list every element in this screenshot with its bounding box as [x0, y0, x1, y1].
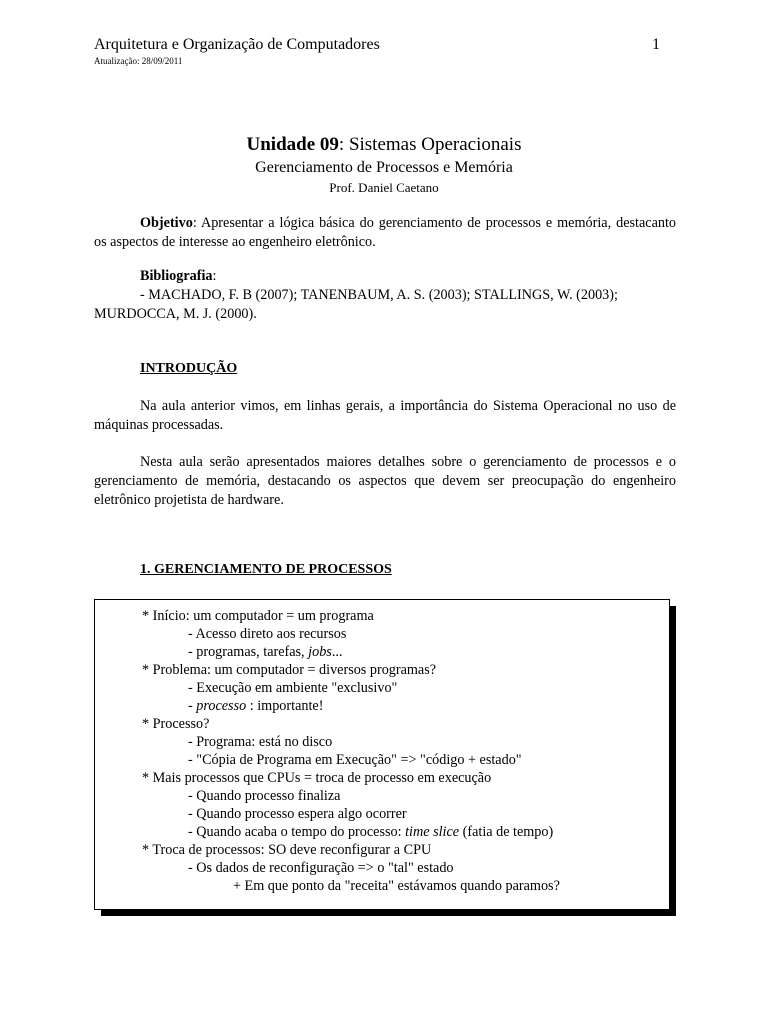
objective-paragraph	[94, 214, 676, 252]
bibliography-colon: :	[212, 268, 217, 284]
box-line: * Processo?	[142, 716, 210, 732]
box-line: - Quando processo finaliza	[188, 788, 341, 804]
author: Prof. Daniel Caetano	[329, 180, 439, 195]
box-line: * Problema: um computador = diversos programas?	[142, 662, 437, 678]
page-number: 1	[652, 36, 660, 53]
bibliography-line-1: - MACHADO, F. B (2007); TANENBAUM, A. S. (2003); STALLINGS, W. (2003);	[140, 287, 618, 303]
box-line: - Execução em ambiente "exclusivo"	[188, 680, 398, 696]
box-line: * Mais processos que CPUs = troca de processo em execução	[142, 770, 492, 786]
box-line: - Programa: está no disco	[188, 734, 333, 750]
bibliography-heading	[94, 267, 676, 286]
box-text: (fatia de tempo)	[459, 824, 554, 840]
bibliography-line-2: MURDOCCA, M. J. (2000).	[94, 306, 257, 322]
outline-box	[94, 599, 670, 910]
box-line: * Início: um computador = um programa	[142, 608, 374, 624]
box-italic: time slice	[405, 824, 460, 840]
box-line: - Os dados de reconfiguração => o "tal" estado	[188, 860, 454, 876]
box-italic: jobs	[308, 644, 332, 660]
section-1-heading: 1. GERENCIAMENTO DE PROCESSOS	[140, 562, 392, 577]
header-title: Arquitetura e Organização de Computadores	[94, 36, 380, 53]
unit-name: Sistemas Operacionais	[348, 134, 522, 155]
intro-paragraph-1: Na aula anterior vimos, em linhas gerais, a importância do Sistema Operacional no uso de máquinas processadas.	[94, 398, 676, 433]
box-text: : importante!	[246, 698, 324, 714]
box-line: + Em que ponto da "receita" estávamos quando paramos?	[233, 878, 560, 894]
box-line	[188, 823, 553, 841]
objective-label: Objetivo	[140, 215, 193, 231]
box-line	[188, 697, 323, 715]
box-line: - Quando processo espera algo ocorrer	[188, 806, 407, 822]
box-text: - Quando acaba o tempo do processo:	[188, 824, 406, 840]
subtitle: Gerenciamento de Processos e Memória	[255, 159, 513, 176]
unit-separator: :	[338, 134, 349, 155]
intro-paragraph-2: Nesta aula serão apresentados maiores detalhes sobre o gerenciamento de processos e o gerenciamento de memória, destacando os aspectos que devem ser preocupação do engenheiro eletrônico projetista de hardware.	[94, 454, 676, 508]
box-line	[188, 643, 342, 661]
bibliography-block	[94, 267, 676, 324]
box-italic: processo	[196, 698, 247, 714]
update-date: Atualização: 28/09/2011	[94, 56, 183, 66]
box-line: - "Cópia de Programa em Execução" => "código + estado"	[188, 752, 522, 768]
box-line: - Acesso direto aos recursos	[188, 626, 347, 642]
box-line: * Troca de processos: SO deve reconfigurar a CPU	[142, 842, 432, 858]
box-text: - programas, tarefas,	[188, 644, 309, 660]
box-text: -	[188, 698, 197, 714]
unit-label: Unidade 09	[246, 134, 339, 155]
unit-title	[0, 134, 768, 156]
intro-heading: INTRODUÇÃO	[140, 361, 238, 376]
box-text: ...	[331, 644, 343, 660]
bibliography-label: Bibliografia	[140, 268, 213, 284]
objective-text: : Apresentar a lógica básica do gerenciamento de processos e memória, destacanto os aspectos de interesse ao engenheiro eletrônico.	[94, 215, 676, 250]
